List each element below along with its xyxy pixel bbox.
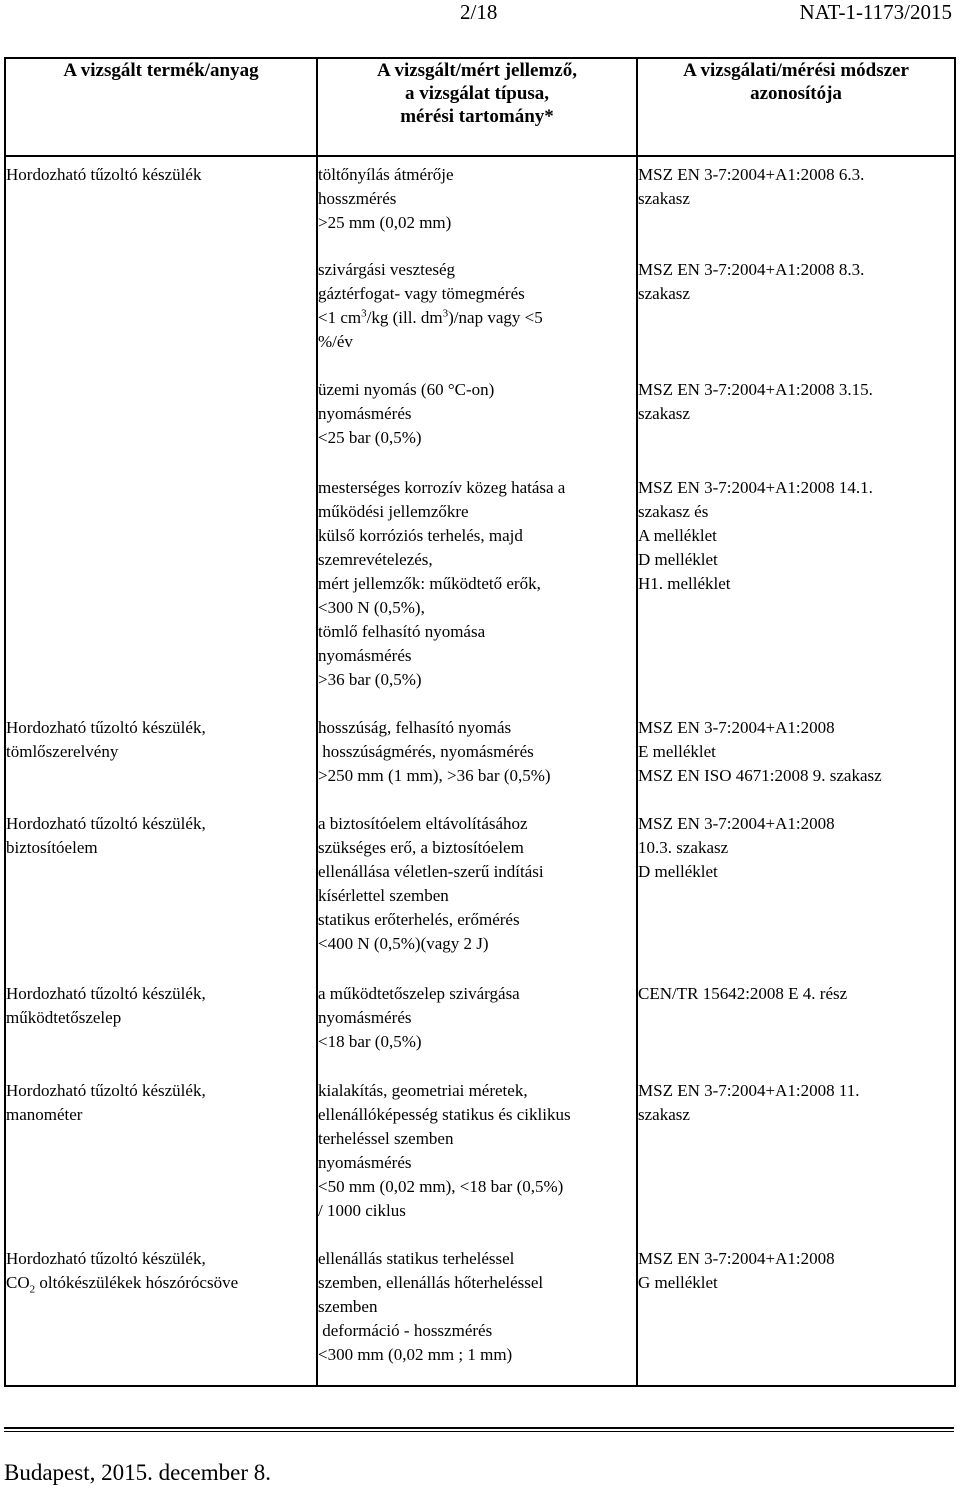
measured-cell: töltőnyílás átmérője hosszmérés >25 mm (0,02 mm) — [317, 156, 637, 252]
method-cell: MSZ EN 3-7:2004+A1:2008 G melléklet — [638, 1249, 835, 1292]
table-row — [5, 252, 955, 372]
co2-extinguisher-line: $CO_2$ oltókészülékek hószórócsöve — [6, 1273, 239, 1296]
table-row — [5, 470, 955, 710]
measured-cell: a működtetőszelep szivárgása nyomásmérés <18 bar (0,5%) — [317, 976, 637, 1073]
measured-cell: mesterséges korrozív közeg hatása a működési jellemzőkre külső korróziós terhelés, majd szemrevételezés, mért jellemzők: működtető erők, <300 N (0,5%), tömlő felhasító nyomása nyomásmérés >36 bar (0,5%) — [317, 470, 637, 710]
method-cell: MSZ EN 3-7:2004+A1:2008 3.15. szakasz — [638, 380, 873, 423]
method-cell: MSZ EN 3-7:2004+A1:2008 6.3. szakasz — [638, 165, 865, 208]
product-cell — [5, 470, 317, 710]
header-measured-property: A vizsgált/mért jellemző, a vizsgálat típusa, mérési tartomány* — [317, 58, 637, 156]
table-row — [5, 710, 955, 806]
product-cell: Hordozható tűzoltó készülék, tömlőszerelvény — [5, 710, 317, 806]
footer-divider — [4, 1427, 954, 1429]
place-date: Budapest, 2015. december 8. — [4, 1460, 271, 1485]
table-row — [5, 806, 955, 976]
measured-cell: ellenállás statikus terheléssel szemben, ellenállás hőterheléssel szemben deformáció - hosszmérés <300 mm (0,02 mm ; 1 mm) — [317, 1241, 637, 1386]
method-cell: MSZ EN 3-7:2004+A1:2008 8.3. szakasz — [638, 260, 865, 303]
product-cell — [5, 372, 317, 470]
document-id: NAT-1-1173/2015 — [799, 0, 952, 24]
measured-cell: a biztosítóelem eltávolításához szükséges erő, a biztosítóelem ellenállása véletlen-szerű indítási kísérlettel szemben statikus erőterhelés, erőmérés <400 N (0,5%)(vagy 2 J) — [317, 806, 637, 976]
product-cell: Hordozható tűzoltó készülék, működtetőszelep — [5, 976, 317, 1073]
footer-divider-thin — [4, 1431, 954, 1432]
header-product: A vizsgált termék/anyag — [5, 58, 317, 156]
measured-cell: üzemi nyomás (60 °C-on) nyomásmérés <25 bar (0,5%) — [317, 372, 637, 470]
page-number: 2/18 — [460, 0, 498, 24]
method-cell: MSZ EN 3-7:2004+A1:2008 E melléklet MSZ EN ISO 4671:2008 9. szakasz — [638, 718, 882, 785]
table-row — [5, 156, 955, 252]
method-cell: MSZ EN 3-7:2004+A1:2008 14.1. szakasz és A melléklet D melléklet H1. melléklet — [638, 478, 873, 593]
product-cell: Hordozható tűzoltó készülék, manométer — [5, 1073, 317, 1241]
method-cell: CEN/TR 15642:2008 E 4. rész — [638, 984, 848, 1003]
method-cell: MSZ EN 3-7:2004+A1:2008 10.3. szakasz D melléklet — [638, 814, 835, 881]
measured-cell: hosszúság, felhasító nyomás hosszúságmérés, nyomásmérés >250 mm (1 mm), >36 bar (0,5%) — [317, 710, 637, 806]
page-header — [0, 0, 960, 28]
table-row — [5, 976, 955, 1073]
product-cell: Hordozható tűzoltó készülék, biztosítóelem — [5, 806, 317, 976]
product-cell: Hordozható tűzoltó készülék, $CO_2$ oltókészülékek hószórócsöve — [5, 1241, 317, 1386]
table-header-row — [5, 58, 955, 156]
measured-cell: szivárgási veszteség gáztérfogat- vagy tömegmérés <1 $cm^3/kg$ (ill. $dm^3$)/nap vagy <5 %/év — [317, 252, 637, 372]
measured-cell: kialakítás, geometriai méretek, ellenállóképesség statikus és ciklikus terheléssel szemben nyomásmérés <50 mm (0,02 mm), <18 bar (0,5%) / 1000 ciklus — [317, 1073, 637, 1241]
leakage-range-line: <1 $cm^3/kg$ (ill. $dm^3$)/nap vagy <5 — [318, 307, 543, 327]
table-row — [5, 1241, 955, 1386]
product-cell — [5, 252, 317, 372]
header-method-id: A vizsgálati/mérési módszer azonosítója — [637, 58, 955, 156]
product-cell: Hordozható tűzoltó készülék — [5, 156, 317, 252]
table-row — [5, 372, 955, 470]
table-row — [5, 1073, 955, 1241]
accreditation-table — [4, 57, 956, 1387]
method-cell: MSZ EN 3-7:2004+A1:2008 11. szakasz — [638, 1081, 860, 1124]
